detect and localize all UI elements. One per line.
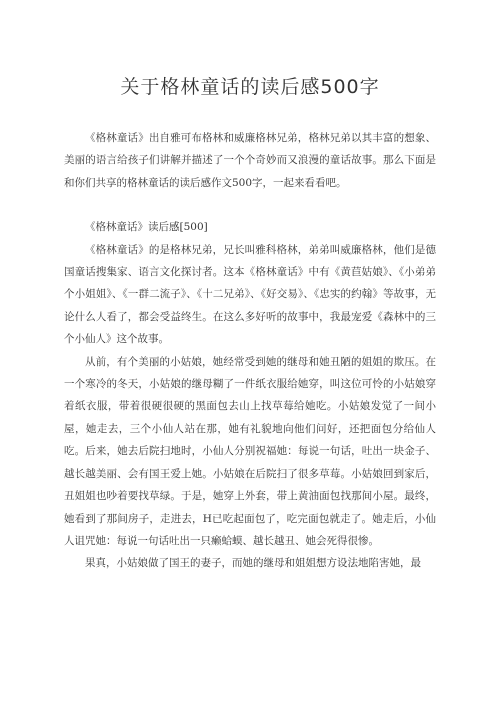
section-heading: 《格林童话》读后感[500] [85,221,208,234]
intro-paragraph: 《格林童话》出自雅可布格林和威廉格林兄弟，格林兄弟以其丰富的想象、美丽的语言给孩子们讲解并描述了一个个奇妙而又浪漫的童话故事。那么下面是和你们共享的格林童话的读后感作文500字，一起来看看吧。 [64,132,436,189]
document-title: 关于格林童话的读后感500字 [120,76,380,98]
body-paragraph: 果真，小姑娘做了国王的妻子，而她的继母和姐姐想方设法地陷害她，最 [85,557,421,570]
body-paragraph: 从前，有个美丽的小姑娘，她经常受到她的继母和她丑陋的姐姐的欺压。在一个寒冷的冬天，小姑娘的继母糊了一件纸衣服给她穿，叫这位可怜的小姑娘穿着纸衣服，带着很硬很硬的黑面包去山上找草莓给她吃。小姑娘发觉了一间小屋，她走去，三个小仙人站在那，她有礼貌地向他们问好，还把面包分给仙人吃。后来，她去后院扫地时，小仙人分别祝福她：每说一句话，吐出一块金子、越长越美丽、会有国王爱上她。小姑娘在后院扫了很多草莓。小姑娘回到家后，丑姐姐也吵着要找草绿。于是，她穿上外套，带上黄油面包找那间小屋。最终，她看到了那间房子，走进去，H已吃起面包了，吃完面包就走了。她走后，小仙人诅咒她：每说一句话吐出一只癞蛤蟆、越长越丑、她会死得很惨。 [64,355,436,547]
body-paragraph: 《格林童话》的是格林兄弟，兄长叫雅科格林，弟弟叫威廉格林，他们是德国童话搜集家、语言文化探讨者。这本《格林童话》中有《黄苣姑娘》、《小弟弟个小姐姐》、《一群二流子》、《十二兄弟》、《好交易》、《忠实的约翰》等故事，无论什么人看了，都会受益终生。在这么多好听的故事中，我最宠爱《森林中的三个小仙人》这个故事。 [64,243,436,346]
